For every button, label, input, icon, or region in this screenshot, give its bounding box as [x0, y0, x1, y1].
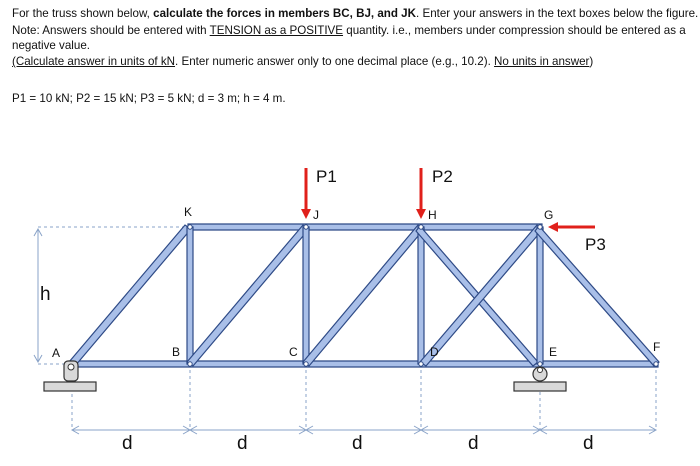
- node-label-f: F: [653, 340, 661, 354]
- problem-task-text: calculate the forces in members BC, BJ, and JK: [153, 7, 417, 20]
- span-label-d: d: [468, 433, 479, 454]
- units-instruction-text: . Enter numeric answer only to one decimal place (e.g., 10.2).: [175, 55, 495, 68]
- height-label: h: [40, 284, 51, 305]
- span-dimension: [72, 426, 656, 434]
- node-label-d: D: [430, 345, 439, 359]
- problem-text: For the truss shown below,: [12, 7, 154, 20]
- problem-text: . Enter your answers in the text boxes below the figure.: [416, 7, 699, 20]
- node-label-g: G: [544, 208, 554, 222]
- member-ch: [303, 225, 424, 366]
- span-label-d: d: [352, 433, 363, 454]
- member-kg: [188, 224, 542, 230]
- given-values: P1 = 10 kN; P2 = 15 kN; P3 = 5 kN; d = 3 m; h = 4 m.: [12, 92, 286, 105]
- p1-label: P1: [316, 167, 337, 186]
- member-jc: [303, 227, 309, 364]
- note-text: quantity. i.e., members under compression should be entered as a: [343, 24, 686, 37]
- member-ge: [537, 227, 543, 364]
- member-af: [70, 361, 658, 367]
- node-label-k: K: [184, 205, 193, 219]
- node-label-c: C: [289, 345, 298, 359]
- span-label-d: d: [122, 433, 133, 454]
- tension-positive-text: TENSION as a POSITIVE: [209, 24, 344, 37]
- note-line-continued: negative value.: [12, 39, 90, 52]
- span-label-d: d: [237, 433, 248, 454]
- units-text: (Calculate answer in units of kN: [12, 55, 176, 68]
- p2-label: P2: [432, 167, 453, 186]
- roller-support-icon: [514, 367, 566, 391]
- note-text: Note: Answers should be entered with: [12, 24, 210, 37]
- member-kb: [187, 227, 193, 364]
- truss-members: [69, 224, 659, 367]
- no-units-text: No units in answer: [494, 55, 590, 68]
- p3-label: P3: [585, 235, 606, 254]
- member-hd: [418, 227, 424, 364]
- units-instruction-text: ): [589, 55, 594, 68]
- span-label-d: d: [583, 433, 594, 454]
- node-label-j: J: [313, 208, 319, 222]
- node-label-b: B: [172, 345, 181, 359]
- node-label-e: E: [549, 345, 558, 359]
- node-label-a: A: [52, 346, 61, 360]
- node-label-h: H: [428, 208, 437, 222]
